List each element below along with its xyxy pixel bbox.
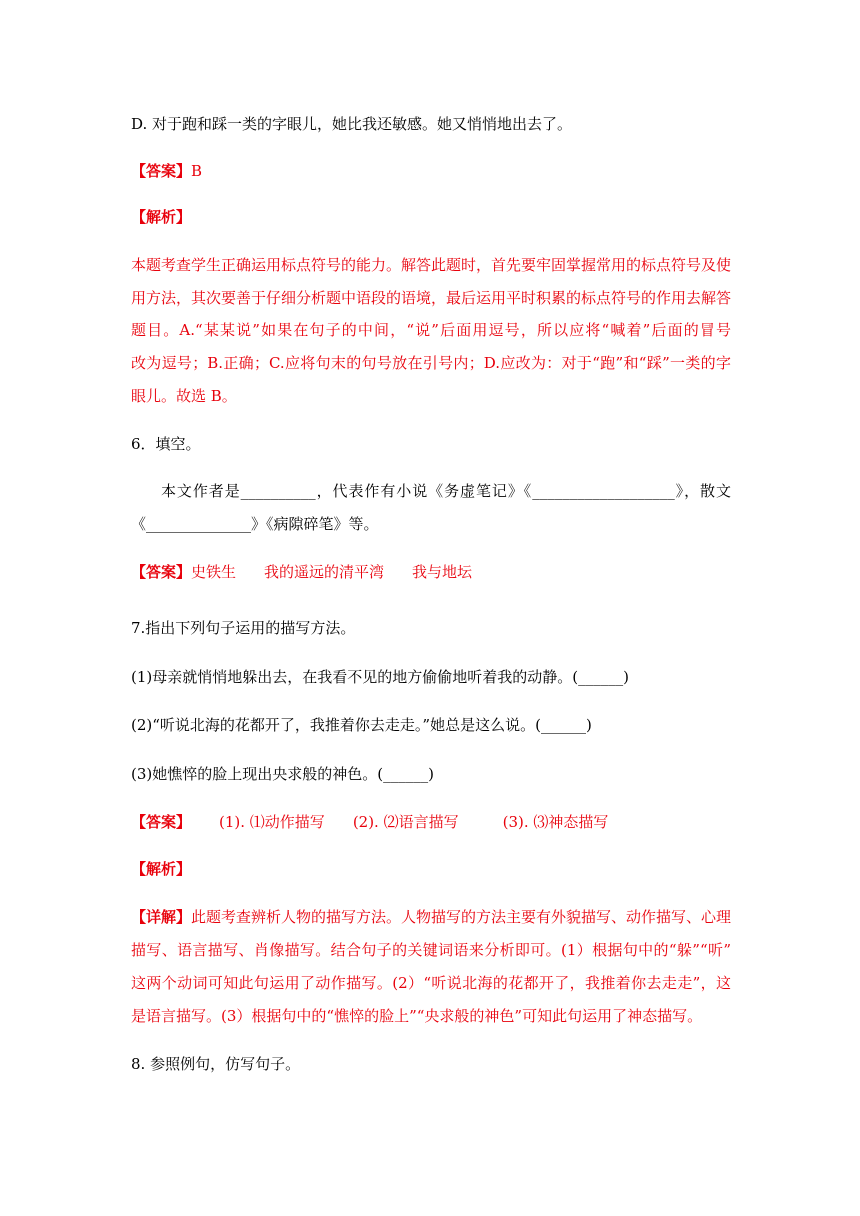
analysis-line: 改为逗号；B.正确；C.应将句末的句号放在引号内；D.应改为：对于“跑”和“踩”一类的字: [131, 354, 731, 372]
detail-text: 此题考查辨析人物的描写方法。人物描写的方法主要有外貌描写、动作描写、心理: [191, 908, 732, 926]
answer-value: 我与地坛: [412, 563, 473, 581]
answer-value: 史铁生: [191, 563, 237, 581]
analysis-line: 眼儿。故选 B。: [131, 387, 237, 405]
q7-answer: [131, 812, 731, 832]
q6-answer: [131, 562, 731, 582]
answer-value: B: [191, 162, 203, 180]
detail-line: 是语言描写。(3）根据句中的“憔悴的脸上”“央求般的神色”可知此句运用了神态描写。: [131, 1007, 703, 1025]
answer-label: 【答案】: [131, 563, 192, 581]
answer-value: (2). ⑵语言描写: [352, 813, 459, 831]
q7-item: (3)她憔悴的脸上现出央求般的神色。(______): [131, 765, 434, 783]
q5-answer: [131, 161, 731, 181]
q6-fill-line: 本文作者是__________，代表作有小说《务虚笔记》《___________________》，散文: [161, 482, 731, 500]
q5-option-d: D. 对于跑和踩一类的字眼儿，她比我还敏感。她又悄悄地出去了。: [131, 115, 573, 133]
answer-label: 【答案】: [131, 813, 192, 831]
answer-value: (3). ⑶神态描写: [502, 813, 609, 831]
q7-title: 7.指出下列句子运用的描写方法。: [131, 619, 356, 637]
answer-label: 【答案】: [131, 162, 192, 180]
detail-label: 【详解】: [131, 908, 192, 926]
detail-line: 描写、语言描写、肖像描写。结合句子的关键词语来分析即可。(1）根据句中的“躲”“听”: [131, 941, 731, 959]
q6-title: 6．填空。: [131, 435, 201, 453]
analysis-line: 用方法，其次要善于仔细分析题中语段的语境，最后运用平时积累的标点符号的作用去解答: [131, 289, 732, 307]
detail-line: 这两个动词可知此句运用了动作描写。(2）“听说北海的花都开了，我推着你去走走”，这: [131, 974, 731, 992]
answer-value: (1). ⑴动作描写: [219, 813, 325, 831]
analysis-label: 【解析】: [131, 860, 192, 878]
q8-title: 8. 参照例句，仿写句子。: [131, 1055, 301, 1073]
q7-item: (1)母亲就悄悄地躲出去，在我看不见的地方偷偷地听着我的动静。(______): [131, 668, 629, 686]
q6-fill-line: 《______________》《病隙碎笔》等。: [131, 515, 379, 533]
answer-value: 我的遥远的清平湾: [264, 563, 385, 581]
analysis-label: 【解析】: [131, 208, 192, 226]
analysis-line: 本题考查学生正确运用标点符号的能力。解答此题时，首先要牢固掌握常用的标点符号及使: [131, 256, 732, 274]
q7-item: (2)“听说北海的花都开了，我推着你去走走。”她总是这么说。(______): [131, 716, 592, 734]
detail-line: [131, 907, 731, 927]
analysis-line: 题目。A.“某某说”如果在句子的中间，“说”后面用逗号，所以应将“喊着”后面的冒号: [131, 321, 731, 339]
